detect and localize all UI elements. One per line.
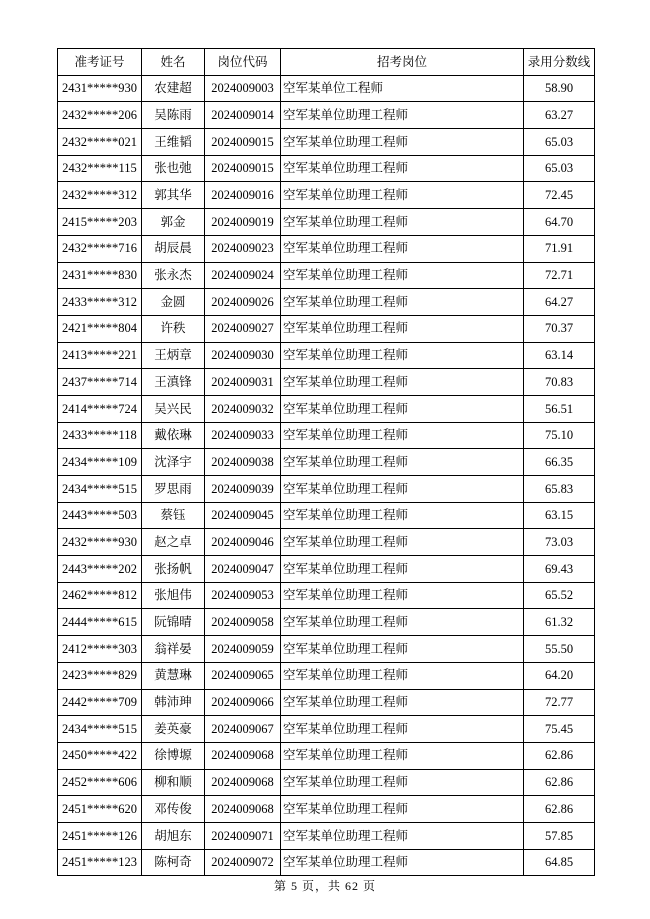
cell-ticket: 2450*****422 — [58, 742, 142, 769]
cell-ticket: 2432*****206 — [58, 102, 142, 129]
cell-ticket: 2421*****804 — [58, 315, 142, 342]
cell-position: 空军某单位助理工程师 — [281, 769, 524, 796]
cell-score: 58.90 — [524, 75, 595, 102]
table-row — [58, 342, 595, 369]
cell-name: 赵之卓 — [142, 529, 205, 556]
cell-score: 65.03 — [524, 129, 595, 156]
cell-score: 66.35 — [524, 449, 595, 476]
table-body — [58, 75, 595, 876]
table-row — [58, 689, 595, 716]
table-row — [58, 609, 595, 636]
cell-code: 2024009059 — [205, 636, 281, 663]
cell-position: 空军某单位助理工程师 — [281, 369, 524, 396]
cell-code: 2024009019 — [205, 209, 281, 236]
cell-code: 2024009058 — [205, 609, 281, 636]
cell-ticket: 2414*****724 — [58, 395, 142, 422]
table-row — [58, 289, 595, 316]
cell-score: 62.86 — [524, 796, 595, 823]
cell-score: 57.85 — [524, 822, 595, 849]
cell-score: 75.45 — [524, 716, 595, 743]
cell-code: 2024009045 — [205, 502, 281, 529]
cell-position: 空军某单位助理工程师 — [281, 822, 524, 849]
table-row — [58, 582, 595, 609]
cell-position: 空军某单位助理工程师 — [281, 182, 524, 209]
table-row — [58, 235, 595, 262]
cell-name: 戴依琳 — [142, 422, 205, 449]
cell-name: 邓传俊 — [142, 796, 205, 823]
cell-ticket: 2433*****312 — [58, 289, 142, 316]
header-cell-code: 岗位代码 — [205, 49, 281, 76]
cell-score: 65.52 — [524, 582, 595, 609]
table-row — [58, 716, 595, 743]
table-row — [58, 182, 595, 209]
admission-score-table — [57, 48, 595, 876]
cell-name: 吴陈雨 — [142, 102, 205, 129]
cell-ticket: 2443*****202 — [58, 556, 142, 583]
cell-name: 王炳章 — [142, 342, 205, 369]
cell-score: 75.10 — [524, 422, 595, 449]
cell-code: 2024009033 — [205, 422, 281, 449]
header-cell-name: 姓名 — [142, 49, 205, 76]
cell-ticket: 2432*****312 — [58, 182, 142, 209]
cell-name: 吴兴民 — [142, 395, 205, 422]
table-row — [58, 769, 595, 796]
cell-name: 罗思雨 — [142, 476, 205, 503]
cell-score: 73.03 — [524, 529, 595, 556]
cell-score: 72.71 — [524, 262, 595, 289]
cell-name: 农建超 — [142, 75, 205, 102]
cell-code: 2024009032 — [205, 395, 281, 422]
table-row — [58, 502, 595, 529]
cell-code: 2024009027 — [205, 315, 281, 342]
cell-code: 2024009066 — [205, 689, 281, 716]
cell-name: 张扬帆 — [142, 556, 205, 583]
cell-name: 胡辰晨 — [142, 235, 205, 262]
cell-name: 金圆 — [142, 289, 205, 316]
cell-name: 柳和顺 — [142, 769, 205, 796]
cell-code: 2024009071 — [205, 822, 281, 849]
cell-score: 71.91 — [524, 235, 595, 262]
cell-code: 2024009068 — [205, 796, 281, 823]
page-footer: 第 5 页，共 62 页 — [273, 879, 376, 893]
cell-score: 65.03 — [524, 155, 595, 182]
table-row — [58, 449, 595, 476]
cell-position: 空军某单位助理工程师 — [281, 636, 524, 663]
cell-name: 胡旭东 — [142, 822, 205, 849]
cell-code: 2024009003 — [205, 75, 281, 102]
table-row — [58, 395, 595, 422]
cell-name: 张永杰 — [142, 262, 205, 289]
cell-position: 空军某单位助理工程师 — [281, 289, 524, 316]
cell-position: 空军某单位助理工程师 — [281, 449, 524, 476]
cell-name: 蔡钰 — [142, 502, 205, 529]
cell-position: 空军某单位助理工程师 — [281, 102, 524, 129]
header-cell-position: 招考岗位 — [281, 49, 524, 76]
cell-name: 徐博塬 — [142, 742, 205, 769]
cell-ticket: 2432*****716 — [58, 235, 142, 262]
cell-position: 空军某单位助理工程师 — [281, 342, 524, 369]
cell-position: 空军某单位工程师 — [281, 75, 524, 102]
table-row — [58, 129, 595, 156]
cell-code: 2024009038 — [205, 449, 281, 476]
cell-name: 陈柯奇 — [142, 849, 205, 876]
cell-position: 空军某单位助理工程师 — [281, 796, 524, 823]
cell-name: 翁祥晏 — [142, 636, 205, 663]
cell-ticket: 2434*****515 — [58, 716, 142, 743]
cell-position: 空军某单位助理工程师 — [281, 235, 524, 262]
cell-ticket: 2437*****714 — [58, 369, 142, 396]
cell-ticket: 2442*****709 — [58, 689, 142, 716]
cell-name: 郭金 — [142, 209, 205, 236]
cell-ticket: 2432*****021 — [58, 129, 142, 156]
cell-name: 郭其华 — [142, 182, 205, 209]
cell-name: 张也弛 — [142, 155, 205, 182]
cell-code: 2024009067 — [205, 716, 281, 743]
cell-ticket: 2412*****303 — [58, 636, 142, 663]
table-row — [58, 849, 595, 876]
cell-position: 空军某单位助理工程师 — [281, 395, 524, 422]
cell-name: 张旭伟 — [142, 582, 205, 609]
cell-score: 72.45 — [524, 182, 595, 209]
cell-score: 70.83 — [524, 369, 595, 396]
cell-ticket: 2443*****503 — [58, 502, 142, 529]
cell-score: 64.27 — [524, 289, 595, 316]
cell-code: 2024009015 — [205, 129, 281, 156]
cell-ticket: 2451*****123 — [58, 849, 142, 876]
table-row — [58, 796, 595, 823]
cell-score: 62.86 — [524, 742, 595, 769]
table-row — [58, 155, 595, 182]
cell-name: 王维韬 — [142, 129, 205, 156]
cell-ticket: 2431*****930 — [58, 75, 142, 102]
cell-score: 63.27 — [524, 102, 595, 129]
cell-code: 2024009039 — [205, 476, 281, 503]
cell-position: 空军某单位助理工程师 — [281, 609, 524, 636]
cell-ticket: 2413*****221 — [58, 342, 142, 369]
cell-position: 空军某单位助理工程师 — [281, 689, 524, 716]
cell-code: 2024009046 — [205, 529, 281, 556]
header-cell-score: 录用分数线 — [524, 49, 595, 76]
cell-ticket: 2452*****606 — [58, 769, 142, 796]
cell-ticket: 2434*****109 — [58, 449, 142, 476]
cell-position: 空军某单位助理工程师 — [281, 476, 524, 503]
cell-code: 2024009068 — [205, 769, 281, 796]
cell-ticket: 2423*****829 — [58, 662, 142, 689]
cell-score: 63.14 — [524, 342, 595, 369]
table-row — [58, 636, 595, 663]
cell-code: 2024009024 — [205, 262, 281, 289]
cell-position: 空军某单位助理工程师 — [281, 502, 524, 529]
table-row — [58, 662, 595, 689]
cell-score: 70.37 — [524, 315, 595, 342]
cell-ticket: 2415*****203 — [58, 209, 142, 236]
cell-code: 2024009026 — [205, 289, 281, 316]
table-row — [58, 422, 595, 449]
cell-position: 空军某单位助理工程师 — [281, 716, 524, 743]
cell-name: 许秩 — [142, 315, 205, 342]
cell-position: 空军某单位助理工程师 — [281, 849, 524, 876]
cell-score: 69.43 — [524, 556, 595, 583]
cell-score: 64.70 — [524, 209, 595, 236]
cell-code: 2024009014 — [205, 102, 281, 129]
cell-code: 2024009015 — [205, 155, 281, 182]
cell-score: 65.83 — [524, 476, 595, 503]
cell-position: 空军某单位助理工程师 — [281, 529, 524, 556]
cell-position: 空军某单位助理工程师 — [281, 582, 524, 609]
cell-code: 2024009047 — [205, 556, 281, 583]
cell-score: 64.85 — [524, 849, 595, 876]
cell-code: 2024009030 — [205, 342, 281, 369]
cell-score: 62.86 — [524, 769, 595, 796]
cell-name: 姜英豪 — [142, 716, 205, 743]
cell-ticket: 2432*****115 — [58, 155, 142, 182]
table-row — [58, 315, 595, 342]
cell-position: 空军某单位助理工程师 — [281, 262, 524, 289]
table-row — [58, 822, 595, 849]
cell-code: 2024009065 — [205, 662, 281, 689]
cell-position: 空军某单位助理工程师 — [281, 556, 524, 583]
cell-score: 63.15 — [524, 502, 595, 529]
table-row — [58, 209, 595, 236]
cell-code: 2024009068 — [205, 742, 281, 769]
cell-code: 2024009016 — [205, 182, 281, 209]
cell-name: 阮锦晴 — [142, 609, 205, 636]
table-header — [58, 49, 595, 76]
cell-position: 空军某单位助理工程师 — [281, 129, 524, 156]
cell-ticket: 2434*****515 — [58, 476, 142, 503]
cell-ticket: 2462*****812 — [58, 582, 142, 609]
table-row — [58, 742, 595, 769]
cell-score: 61.32 — [524, 609, 595, 636]
cell-position: 空军某单位助理工程师 — [281, 742, 524, 769]
cell-score: 64.20 — [524, 662, 595, 689]
table-row — [58, 476, 595, 503]
cell-score: 55.50 — [524, 636, 595, 663]
cell-name: 黄慧琳 — [142, 662, 205, 689]
cell-name: 韩沛珅 — [142, 689, 205, 716]
cell-score: 56.51 — [524, 395, 595, 422]
cell-ticket: 2431*****830 — [58, 262, 142, 289]
table-row — [58, 369, 595, 396]
cell-ticket: 2444*****615 — [58, 609, 142, 636]
cell-score: 72.77 — [524, 689, 595, 716]
cell-position: 空军某单位助理工程师 — [281, 209, 524, 236]
cell-code: 2024009031 — [205, 369, 281, 396]
cell-ticket: 2433*****118 — [58, 422, 142, 449]
cell-position: 空军某单位助理工程师 — [281, 155, 524, 182]
cell-ticket: 2451*****620 — [58, 796, 142, 823]
cell-code: 2024009072 — [205, 849, 281, 876]
cell-position: 空军某单位助理工程师 — [281, 422, 524, 449]
header-cell-ticket: 准考证号 — [58, 49, 142, 76]
table-row — [58, 102, 595, 129]
table-row — [58, 529, 595, 556]
cell-code: 2024009023 — [205, 235, 281, 262]
table-row — [58, 556, 595, 583]
cell-position: 空军某单位助理工程师 — [281, 662, 524, 689]
cell-name: 王滇锋 — [142, 369, 205, 396]
cell-name: 沈泽宇 — [142, 449, 205, 476]
cell-code: 2024009053 — [205, 582, 281, 609]
cell-ticket: 2451*****126 — [58, 822, 142, 849]
table-row — [58, 262, 595, 289]
cell-ticket: 2432*****930 — [58, 529, 142, 556]
cell-position: 空军某单位助理工程师 — [281, 315, 524, 342]
table-row — [58, 75, 595, 102]
